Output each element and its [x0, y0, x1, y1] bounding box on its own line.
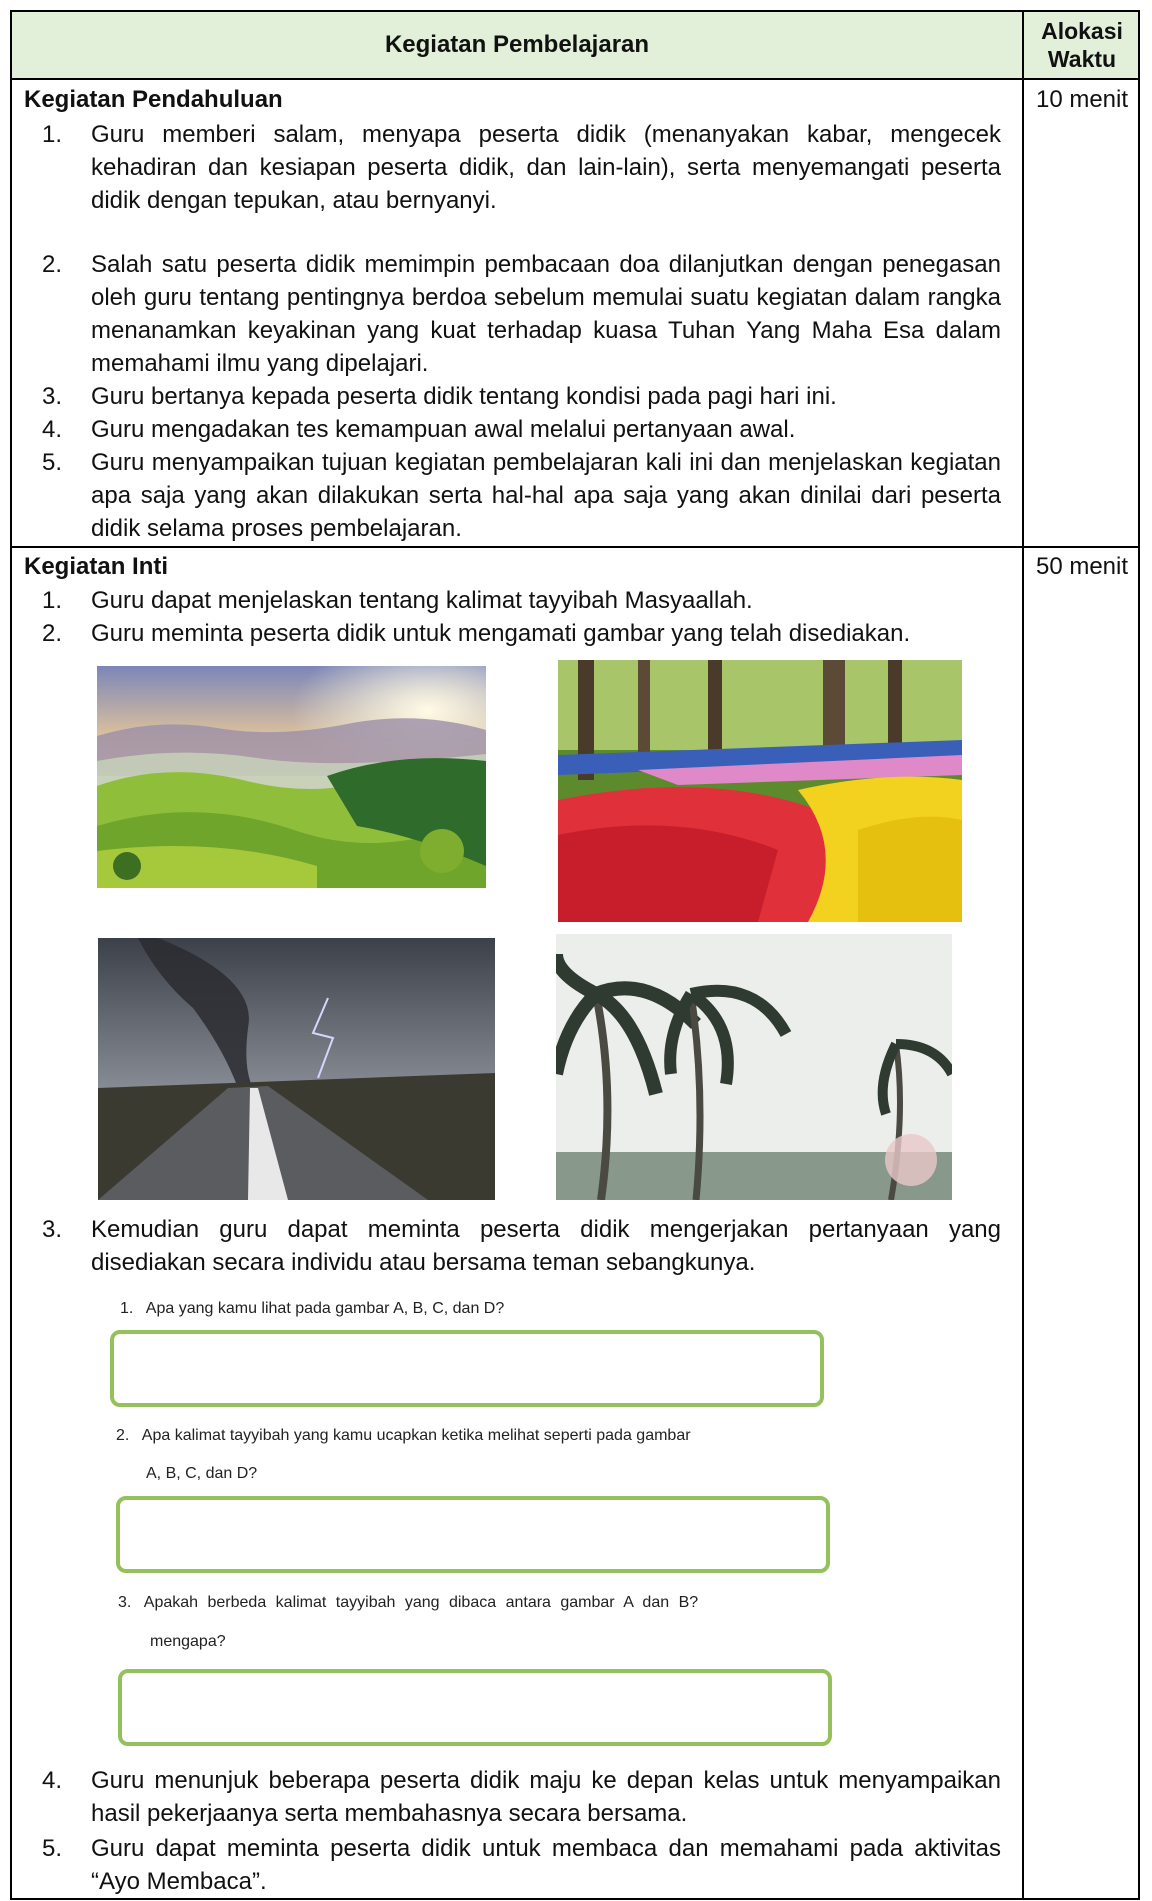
worksheet-question [118, 1592, 698, 1614]
section-title-pendahuluan: Kegiatan Pendahuluan [24, 86, 283, 113]
item-number: 4. [42, 1767, 63, 1794]
item-text: Guru dapat meminta peserta didik untuk membaca dan memahami pada aktivitas “Ayo Membaca”. [91, 1835, 1001, 1895]
item-number: 5. [42, 449, 63, 476]
row-divider-header [12, 78, 1138, 80]
question-text-cont: mengapa? [150, 1633, 226, 1650]
item-text: Guru memberi salam, menyapa peserta didik (menanyakan kabar, mengecek kehadiran dan kesiapan peserta didik, dan lain-lain), serta menyemangati peserta didik dengan tepukan, atau bernyanyi. [91, 121, 1001, 214]
image-tulip-garden [558, 660, 962, 922]
section-title-inti: Kegiatan Inti [24, 553, 169, 580]
question-text: Apakah berbeda kalimat tayyibah yang dibaca antara gambar A dan B? [143, 1594, 699, 1611]
item-number: 5. [42, 1835, 63, 1862]
column-divider [1022, 12, 1024, 1898]
image-tornado-road [98, 938, 495, 1200]
question-text: Apa kalimat tayyibah yang kamu ucapkan ketika melihat seperti pada gambar [141, 1427, 691, 1444]
question-text-cont: A, B, C, dan D? [146, 1465, 258, 1482]
item-text: Kemudian guru dapat meminta peserta didik mengerjakan pertanyaan yang disediakan secara individu atau bersama teman sebangkunya. [91, 1216, 1001, 1276]
question-number: 1. [120, 1300, 134, 1317]
item-number: 1. [42, 121, 63, 148]
item-number: 3. [42, 1216, 63, 1243]
item-text: Guru menunjuk beberapa peserta didik maju ke depan kelas untuk menyampaikan hasil pekerjaanya serta membahasnya secara bersama. [91, 1767, 1001, 1827]
item-text: Guru meminta peserta didik untuk mengamati gambar yang telah disediakan. [91, 620, 911, 647]
item-number: 2. [42, 251, 63, 278]
answer-box-1[interactable] [110, 1330, 824, 1407]
question-text: Apa yang kamu lihat pada gambar A, B, C, dan D? [145, 1300, 505, 1317]
header-time-line1: Alokasi [1041, 18, 1123, 44]
item-number: 3. [42, 383, 63, 410]
item-number: 4. [42, 416, 63, 443]
worksheet-question [120, 1298, 504, 1320]
question-number: 3. [118, 1594, 132, 1611]
header-time-allocation [1024, 14, 1140, 76]
item-text: Guru mengadakan tes kemampuan awal melalui pertanyaan awal. [91, 416, 796, 443]
item-text: Guru menyampaikan tujuan kegiatan pembelajaran kali ini dan menjelaskan kegiatan apa saja yang akan dilakukan serta hal-hal apa saja yang akan dinilai dari peserta didik selama proses pembelajaran. [91, 449, 1001, 542]
image-green-hills [97, 666, 486, 888]
worksheet-question [116, 1425, 691, 1447]
row-divider-inti [12, 546, 1138, 548]
answer-box-3[interactable] [118, 1669, 832, 1746]
item-number: 2. [42, 620, 63, 647]
header-activities: Kegiatan Pembelajaran [384, 31, 650, 58]
header-time-line2: Waktu [1047, 46, 1117, 72]
item-text: Guru bertanya kepada peserta didik tentang kondisi pada pagi hari ini. [91, 383, 837, 410]
image-palm-storm [556, 934, 952, 1200]
answer-box-2[interactable] [116, 1496, 830, 1573]
time-inti: 50 menit [1035, 553, 1129, 580]
item-number: 1. [42, 587, 63, 614]
lesson-table [10, 10, 1140, 1900]
time-pendahuluan: 10 menit [1035, 86, 1129, 113]
question-number: 2. [116, 1427, 130, 1444]
item-text: Salah satu peserta didik memimpin pembacaan doa dilanjutkan dengan penegasan oleh guru tentang pentingnya berdoa sebelum memulai suatu kegiatan dalam rangka menanamkan keyakinan yang kuat terhadap kuasa Tuhan Yang Maha Esa dalam memahami ilmu yang dipelajari. [91, 251, 1001, 377]
item-text: Guru dapat menjelaskan tentang kalimat tayyibah Masyaallah. [91, 587, 753, 614]
